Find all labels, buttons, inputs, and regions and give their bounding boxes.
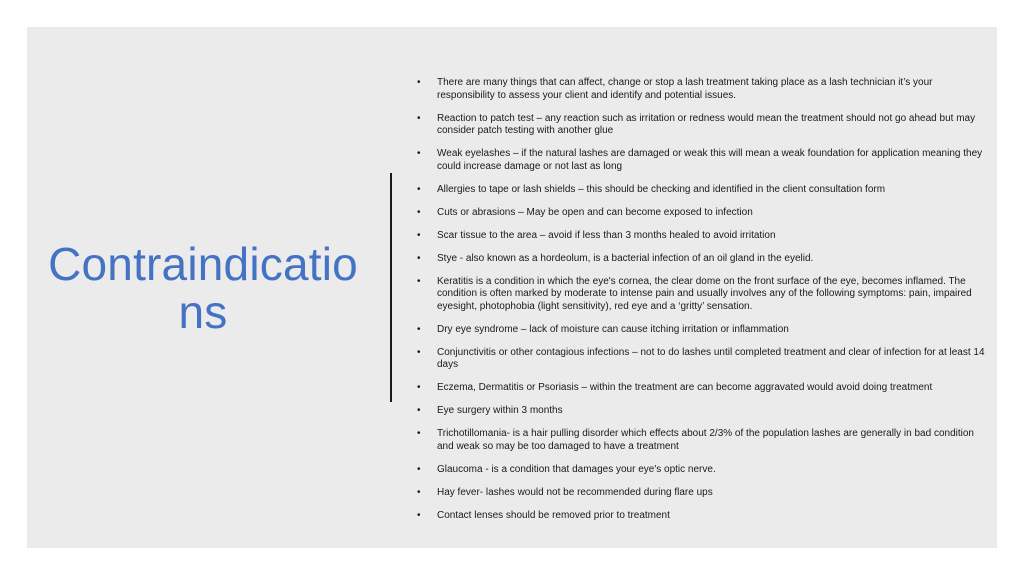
bullet-item	[417, 113, 989, 138]
bullet-text: Eye surgery within 3 months	[437, 405, 563, 416]
bullet-dot-icon: •	[417, 148, 421, 159]
bullet-dot-icon: •	[417, 486, 421, 498]
bullet-dot-icon: •	[417, 509, 421, 521]
bullet-text: Contact lenses should be removed prior to treatment	[437, 509, 670, 521]
bullet-text: Glaucoma - is a condition that damages your eye's optic nerve.	[437, 463, 716, 475]
bullet-item	[417, 510, 989, 523]
bullet-text: Reaction to patch test – any reaction such as irritation or redness would mean the treatment should not go ahead but may consider patch testing with another glue	[437, 112, 976, 136]
slide-title: Contraindications	[48, 237, 358, 338]
bullet-text: Keratitis is a condition in which the eye's cornea, the clear dome on the front surface of the eye, becomes inflamed. The condition is often marked by moderate to intense pain and usually involves any of the following symptoms: pain, impaired eyesight, photophobia (light sensitivity), red eye and a ‘gritty’ sensation.	[437, 275, 972, 312]
bullet-dot-icon: •	[417, 77, 421, 88]
bullet-dot-icon: •	[417, 323, 421, 335]
bullet-item	[417, 230, 989, 243]
bullet-text: There are many things that can affect, change or stop a lash treatment taking place as a lash technician it’s your responsibility to assess your client and identify and potential issues.	[437, 77, 933, 101]
bullet-text: Stye - also known as a hordeolum, is a bacterial infection of an oil gland in the eyelid.	[437, 252, 814, 264]
bullet-dot-icon: •	[417, 346, 421, 358]
bullet-item	[417, 324, 989, 337]
bullet-dot-icon: •	[417, 275, 421, 287]
bullet-item	[417, 276, 989, 314]
bullet-dot-icon: •	[417, 405, 421, 416]
bullet-dot-icon: •	[417, 183, 421, 195]
bullet-item	[417, 347, 989, 372]
bullet-item	[417, 253, 989, 266]
bullet-text: Hay fever- lashes would not be recommended during flare ups	[437, 486, 713, 498]
bullet-dot-icon: •	[417, 252, 421, 264]
bullet-item	[417, 184, 989, 197]
bullet-text: Cuts or abrasions – May be open and can become exposed to infection	[437, 206, 753, 218]
bullet-text: Weak eyelashes – if the natural lashes are damaged or weak this will mean a weak foundation for application meaning they could increase damage or not last as long	[437, 148, 983, 172]
bullet-dot-icon: •	[417, 428, 421, 439]
bullet-dot-icon: •	[417, 382, 421, 393]
bullet-text: Eczema, Dermatitis or Psoriasis – within the treatment are can become aggravated would avoid doing treatment	[437, 382, 933, 393]
bullet-list	[417, 77, 989, 533]
bullet-dot-icon: •	[417, 206, 421, 218]
bullet-text: Trichotillomania- is a hair pulling disorder which effects about 2/3% of the population lashes are generally in bad condition and weak so may be too damaged to have a treatment	[437, 428, 974, 452]
bullet-item	[417, 487, 989, 500]
bullet-dot-icon: •	[417, 112, 421, 124]
bullet-text: Conjunctivitis or other contagious infections – not to do lashes until completed treatment and clear of infection for at least 14 days	[437, 346, 985, 370]
bullet-item	[417, 464, 989, 477]
bullet-dot-icon: •	[417, 229, 421, 241]
bullet-text: Allergies to tape or lash shields – this should be checking and identified in the client consultation form	[437, 183, 886, 195]
vertical-divider	[390, 173, 392, 402]
bullet-item	[417, 428, 989, 453]
bullet-text: Scar tissue to the area – avoid if less than 3 months healed to avoid irritation	[437, 229, 776, 241]
bullet-item	[417, 405, 989, 418]
bullet-item	[417, 148, 989, 173]
bullet-text: Dry eye syndrome – lack of moisture can cause itching irritation or inflammation	[437, 323, 789, 335]
title-area	[47, 27, 359, 548]
bullet-item	[417, 77, 989, 102]
slide	[27, 27, 997, 548]
bullet-item	[417, 207, 989, 220]
bullet-dot-icon: •	[417, 463, 421, 475]
bullet-item	[417, 382, 989, 395]
